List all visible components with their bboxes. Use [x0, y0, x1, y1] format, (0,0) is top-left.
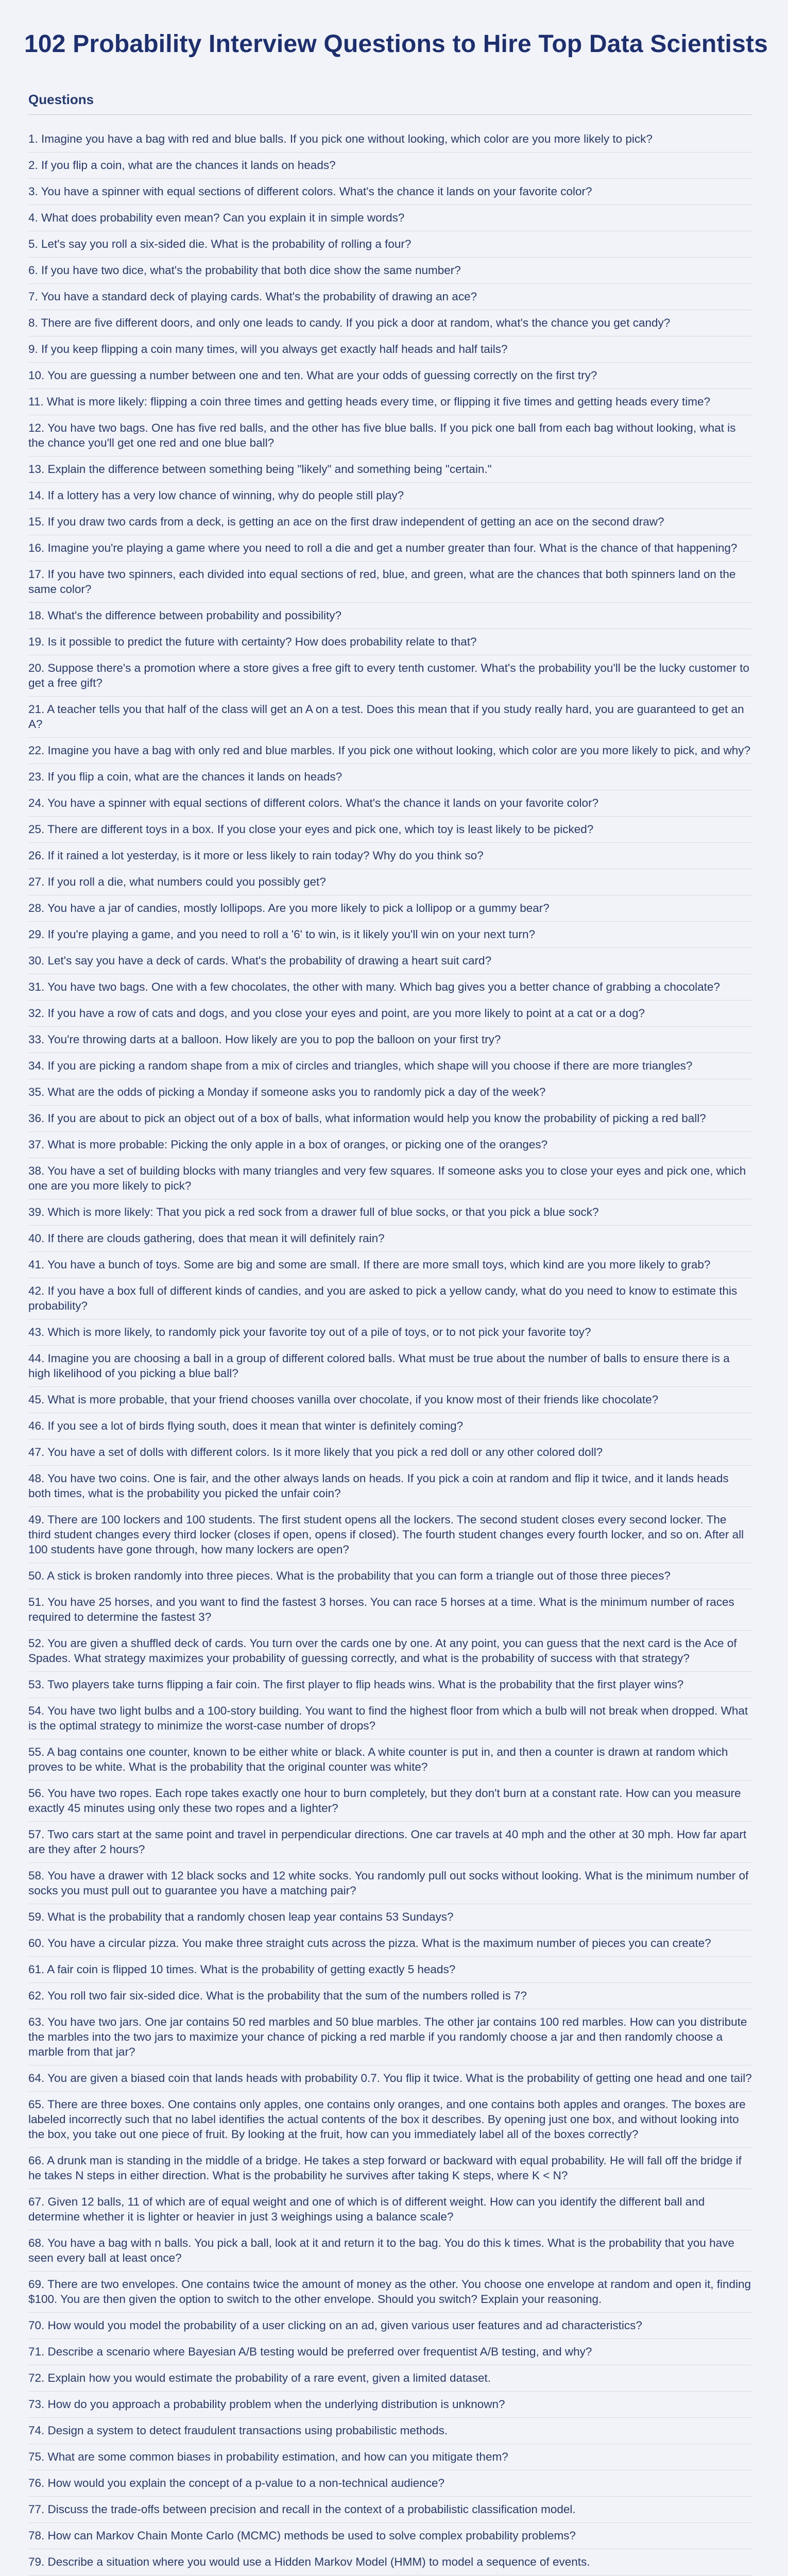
question-item: 8. There are five different doors, and only one leads to candy. If you pick a door at random, what's the chance you get candy?: [28, 310, 752, 336]
question-item: 6. If you have two dice, what's the probability that both dice show the same number?: [28, 258, 752, 284]
question-item: 25. There are different toys in a box. If you close your eyes and pick one, which toy is least likely to be picked?: [28, 817, 752, 843]
question-item: 75. What are some common biases in probability estimation, and how can you mitigate them?: [28, 2444, 752, 2470]
question-item: 35. What are the odds of picking a Monday if someone asks you to randomly pick a day of the week?: [28, 1079, 752, 1106]
question-item: 21. A teacher tells you that half of the class will get an A on a test. Does this mean that if you study really hard, you are guaranteed to get an A?: [28, 697, 752, 738]
question-item: 63. You have two jars. One jar contains 50 red marbles and 50 blue marbles. The other jar contains 100 red marbles. How can you distribute the marbles into the two jars to maximize your chance of picking a red marble if you randomly choose a jar and then randomly choose a marble from that jar?: [28, 2009, 752, 2065]
question-item: 36. If you are about to pick an object out of a box of balls, what information would help you know the probability of picking a red ball?: [28, 1106, 752, 1132]
question-item: 30. Let's say you have a deck of cards. What's the probability of drawing a heart suit card?: [28, 948, 752, 974]
question-item: 26. If it rained a lot yesterday, is it more or less likely to rain today? Why do you think so?: [28, 843, 752, 869]
question-item: 3. You have a spinner with equal sections of different colors. What's the chance it lands on your favorite color?: [28, 179, 752, 205]
question-item: 38. You have a set of building blocks with many triangles and very few squares. If someone asks you to close your eyes and pick one, which one are you more likely to pick?: [28, 1158, 752, 1199]
question-item: 53. Two players take turns flipping a fair coin. The first player to flip heads wins. What is the probability that the first player wins?: [28, 1672, 752, 1698]
question-item: 72. Explain how you would estimate the probability of a rare event, given a limited dataset.: [28, 2365, 752, 2392]
question-item: 28. You have a jar of candies, mostly lollipops. Are you more likely to pick a lollipop or a gummy bear?: [28, 895, 752, 922]
question-item: 13. Explain the difference between something being "likely" and something being "certain.": [28, 456, 752, 483]
question-item: 70. How would you model the probability of a user clicking on an ad, given various user features and ad characteristics?: [28, 2313, 752, 2339]
question-item: 48. You have two coins. One is fair, and the other always lands on heads. If you pick a coin at random and flip it twice, and it lands heads both times, what is the probability you picked the unfair coin?: [28, 1466, 752, 1507]
question-item: 40. If there are clouds gathering, does that mean it will definitely rain?: [28, 1226, 752, 1252]
question-item: 37. What is more probable: Picking the only apple in a box of oranges, or picking one of the oranges?: [28, 1132, 752, 1158]
question-item: 14. If a lottery has a very low chance of winning, why do people still play?: [28, 483, 752, 509]
question-item: 1. Imagine you have a bag with red and blue balls. If you pick one without looking, which color are you more likely to pick?: [28, 126, 752, 152]
question-item: 44. Imagine you are choosing a ball in a group of different colored balls. What must be true about the number of balls to ensure there is a high likelihood of you picking a blue ball?: [28, 1346, 752, 1387]
question-item: 24. You have a spinner with equal sections of different colors. What's the chance it lands on your favorite color?: [28, 790, 752, 817]
question-item: 16. Imagine you're playing a game where you need to roll a die and get a number greater than four. What is the chance of that happening?: [28, 535, 752, 562]
section-heading: Questions: [28, 92, 94, 107]
question-item: 61. A fair coin is flipped 10 times. What is the probability of getting exactly 5 heads?: [28, 1957, 752, 1983]
question-item: 23. If you flip a coin, what are the chances it lands on heads?: [28, 764, 752, 790]
question-item: 46. If you see a lot of birds flying south, does it mean that winter is definitely coming?: [28, 1413, 752, 1439]
question-item: 39. Which is more likely: That you pick a red sock from a drawer full of blue socks, or that you pick a blue sock?: [28, 1199, 752, 1226]
question-item: 11. What is more likely: flipping a coin three times and getting heads every time, or flipping it five times and getting heads every time?: [28, 389, 752, 415]
question-item: 65. There are three boxes. One contains only apples, one contains only oranges, and one contains both apples and oranges. The boxes are labeled incorrectly such that no label identifies the actual contents of the box it describes. By opening just one box, and without looking into the box, you take out one piece of fruit. By looking at the fruit, how can you immediately label all of the boxes correctly?: [28, 2092, 752, 2148]
question-item: 78. How can Markov Chain Monte Carlo (MCMC) methods be used to solve complex probability problems?: [28, 2523, 752, 2549]
question-item: 50. A stick is broken randomly into three pieces. What is the probability that you can form a triangle out of those three pieces?: [28, 1563, 752, 1589]
question-item: 31. You have two bags. One with a few chocolates, the other with many. Which bag gives you a better chance of grabbing a chocolate?: [28, 974, 752, 1001]
page-title: 102 Probability Interview Questions to Hire Top Data Scientists: [24, 30, 768, 58]
question-item: 66. A drunk man is standing in the middle of a bridge. He takes a step forward or backward with equal probability. He will fall off the bridge if he takes N steps in either direction. What is the probability he survives after taking K steps, where K < N?: [28, 2148, 752, 2189]
question-item: 20. Suppose there's a promotion where a store gives a free gift to every tenth customer. What's the probability you'll be the lucky customer to get a free gift?: [28, 655, 752, 697]
question-item: 41. You have a bunch of toys. Some are big and some are small. If there are more small toys, which kind are you more likely to grab?: [28, 1252, 752, 1278]
question-item: 32. If you have a row of cats and dogs, and you close your eyes and point, are you more likely to point at a cat or a dog?: [28, 1001, 752, 1027]
question-item: 51. You have 25 horses, and you want to find the fastest 3 horses. You can race 5 horses at a time. What is the minimum number of races required to determine the fastest 3?: [28, 1589, 752, 1631]
question-item: 47. You have a set of dolls with different colors. Is it more likely that you pick a red doll or any other colored doll?: [28, 1439, 752, 1466]
question-item: 71. Describe a scenario where Bayesian A/B testing would be preferred over frequentist A/B testing, and why?: [28, 2339, 752, 2365]
question-item: 64. You are given a biased coin that lands heads with probability 0.7. You flip it twice. What is the probability of getting one head and one tail?: [28, 2065, 752, 2092]
question-item: 10. You are guessing a number between one and ten. What are your odds of guessing correctly on the first try?: [28, 363, 752, 389]
question-item: 69. There are two envelopes. One contains twice the amount of money as the other. You choose one envelope at random and open it, finding $100. You are then given the option to switch to the other envelope. Should you switch? Explain your reasoning.: [28, 2272, 752, 2313]
question-item: 34. If you are picking a random shape from a mix of circles and triangles, which shape will you choose if there are more triangles?: [28, 1053, 752, 1079]
question-item: 77. Discuss the trade-offs between precision and recall in the context of a probabilistic classification model.: [28, 2497, 752, 2523]
question-item: 73. How do you approach a probability problem when the underlying distribution is unknown?: [28, 2392, 752, 2418]
question-item: 49. There are 100 lockers and 100 students. The first student opens all the lockers. The second student closes every second locker. The third student changes every third locker (closes if open, opens if closed). The fourth student changes every fourth locker, and so on. After all 100 students have gone through, how many lockers are open?: [28, 1507, 752, 1563]
question-item: 57. Two cars start at the same point and travel in perpendicular directions. One car travels at 40 mph and the other at 30 mph. How far apart are they after 2 hours?: [28, 1822, 752, 1863]
question-item: 5. Let's say you roll a six-sided die. What is the probability of rolling a four?: [28, 231, 752, 258]
question-item: 7. You have a standard deck of playing cards. What's the probability of drawing an ace?: [28, 284, 752, 310]
question-item: 27. If you roll a die, what numbers could you possibly get?: [28, 869, 752, 895]
question-item: 9. If you keep flipping a coin many times, will you always get exactly half heads and half tails?: [28, 336, 752, 363]
question-item: 12. You have two bags. One has five red balls, and the other has five blue balls. If you pick one ball from each bag without looking, what is the chance you'll get one red and one blue ball?: [28, 415, 752, 456]
question-item: 15. If you draw two cards from a deck, is getting an ace on the first draw independent of getting an ace on the second draw?: [28, 509, 752, 535]
header-divider: [28, 114, 752, 115]
question-item: 58. You have a drawer with 12 black socks and 12 white socks. You randomly pull out socks without looking. What is the minimum number of socks you must pull out to guarantee you have a matching pair?: [28, 1863, 752, 1904]
question-item: 79. Describe a situation where you would use a Hidden Markov Model (HMM) to model a sequence of events.: [28, 2549, 752, 2575]
question-item: 22. Imagine you have a bag with only red and blue marbles. If you pick one without looking, which color are you more likely to pick, and why?: [28, 738, 752, 764]
question-item: 56. You have two ropes. Each rope takes exactly one hour to burn completely, but they don't burn at a constant rate. How can you measure exactly 45 minutes using only these two ropes and a lighter?: [28, 1781, 752, 1822]
question-item: 17. If you have two spinners, each divided into equal sections of red, blue, and green, what are the chances that both spinners land on the same color?: [28, 562, 752, 603]
question-item: 19. Is it possible to predict the future with certainty? How does probability relate to that?: [28, 629, 752, 655]
question-item: 76. How would you explain the concept of a p-value to a non-technical audience?: [28, 2470, 752, 2497]
question-item: 29. If you're playing a game, and you need to roll a '6' to win, is it likely you'll win on your next turn?: [28, 922, 752, 948]
question-item: 43. Which is more likely, to randomly pick your favorite toy out of a pile of toys, or to not pick your favorite toy?: [28, 1319, 752, 1346]
question-item: 60. You have a circular pizza. You make three straight cuts across the pizza. What is the maximum number of pieces you can create?: [28, 1930, 752, 1957]
question-item: 42. If you have a box full of different kinds of candies, and you are asked to pick a yellow candy, what do you need to know to estimate this probability?: [28, 1278, 752, 1319]
question-item: 59. What is the probability that a randomly chosen leap year contains 53 Sundays?: [28, 1904, 752, 1930]
question-item: 74. Design a system to detect fraudulent transactions using probabilistic methods.: [28, 2418, 752, 2444]
question-item: 52. You are given a shuffled deck of cards. You turn over the cards one by one. At any point, you can guess that the next card is the Ace of Spades. What strategy maximizes your probability of guessing correctly, and what is the probability of success with that strategy?: [28, 1631, 752, 1672]
question-item: 55. A bag contains one counter, known to be either white or black. A white counter is put in, and then a counter is drawn at random which proves to be white. What is the probability that the original counter was white?: [28, 1739, 752, 1781]
question-item: 33. You're throwing darts at a balloon. How likely are you to pop the balloon on your first try?: [28, 1027, 752, 1053]
question-item: 18. What's the difference between probability and possibility?: [28, 603, 752, 629]
question-item: 54. You have two light bulbs and a 100-story building. You want to find the highest floor from which a bulb will not break when dropped. What is the optimal strategy to minimize the worst-case number of drops?: [28, 1698, 752, 1739]
questions-list: [28, 126, 752, 2576]
question-item: 62. You roll two fair six-sided dice. What is the probability that the sum of the numbers rolled is 7?: [28, 1983, 752, 2009]
question-item: 45. What is more probable, that your friend chooses vanilla over chocolate, if you know most of their friends like chocolate?: [28, 1387, 752, 1413]
question-item: 2. If you flip a coin, what are the chances it lands on heads?: [28, 152, 752, 179]
question-item: 4. What does probability even mean? Can you explain it in simple words?: [28, 205, 752, 231]
question-item: 68. You have a bag with n balls. You pick a ball, look at it and return it to the bag. You do this k times. What is the probability that you have seen every ball at least once?: [28, 2230, 752, 2272]
question-item: 67. Given 12 balls, 11 of which are of equal weight and one of which is of different weight. How can you identify the different ball and determine whether it is lighter or heavier in just 3 weighings using a balance scale?: [28, 2189, 752, 2230]
